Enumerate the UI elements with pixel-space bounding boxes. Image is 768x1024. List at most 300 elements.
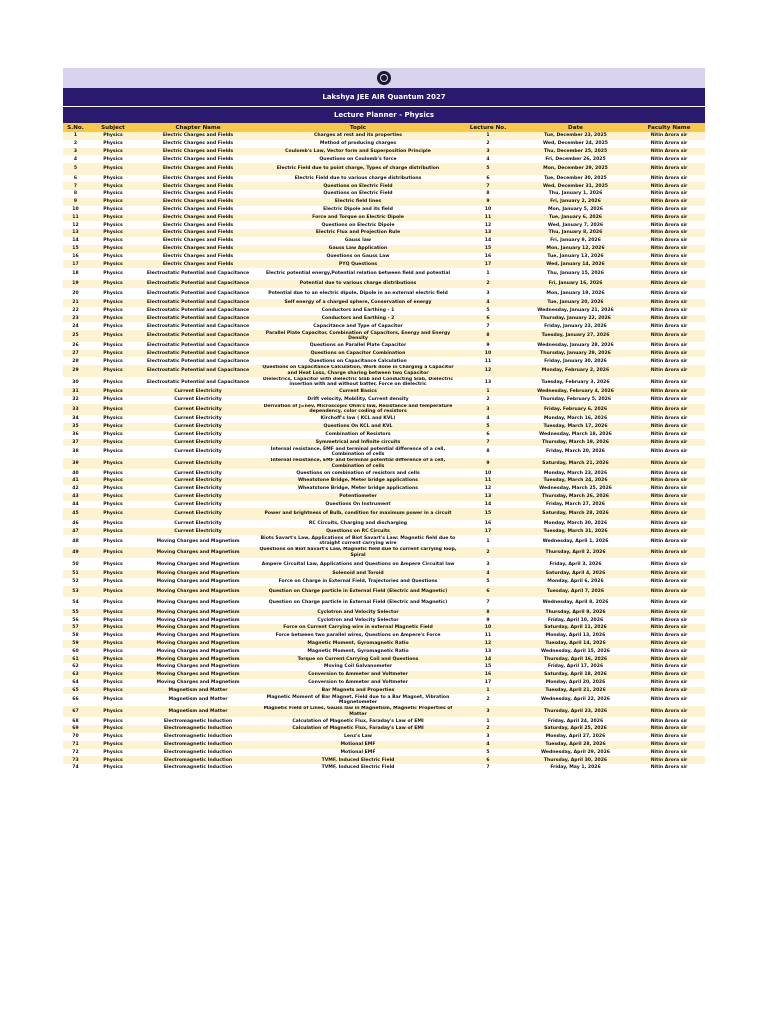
cell-subject: Physics [88, 163, 138, 175]
table-row [63, 315, 705, 323]
cell-lecture-no: 1 [458, 687, 518, 695]
cell-lecture-no: 3 [458, 404, 518, 416]
cell-faculty: Nitin Arora sir [633, 725, 705, 733]
cell-chapter: Electrostatic Potential and Capacitance [138, 315, 258, 323]
table-row [63, 357, 705, 365]
cell-faculty: Nitin Arora sir [633, 501, 705, 509]
cell-lecture-no: 5 [458, 423, 518, 431]
cell-faculty: Nitin Arora sir [633, 624, 705, 632]
cell-faculty: Nitin Arora sir [633, 458, 705, 470]
cell-lecture-no: 7 [458, 597, 518, 609]
cell-faculty: Nitin Arora sir [633, 175, 705, 183]
planner-subtitle: Lecture Planner - Physics [63, 107, 705, 123]
cell-faculty: Nitin Arora sir [633, 558, 705, 570]
cell-subject: Physics [88, 299, 138, 307]
cell-date: Thu, January 1, 2026 [518, 190, 633, 198]
cell-date: Wednesday, April 22, 2026 [518, 694, 633, 706]
cell-topic: RC Circuits, Charging and discharging [258, 520, 458, 528]
cell-subject: Physics [88, 221, 138, 229]
cell-lecture-no: 17 [458, 528, 518, 536]
cell-lecture-no: 16 [458, 671, 518, 679]
cell-date: Tue, January 6, 2026 [518, 214, 633, 222]
cell-chapter: Electromagnetic Induction [138, 733, 258, 741]
cell-sno: 19 [63, 280, 88, 288]
cell-sno: 44 [63, 501, 88, 509]
table-row [63, 198, 705, 206]
cell-topic: Cyclotron and Velocity Selector [258, 616, 458, 624]
cell-topic: Derivation of J=nev, Microscopic Ohm's law, Resistance and temperature dependency, color coding of resistors [258, 404, 458, 416]
cell-chapter: Current Electricity [138, 439, 258, 447]
cell-faculty: Nitin Arora sir [633, 570, 705, 578]
cell-chapter: Electromagnetic Induction [138, 741, 258, 749]
cell-sno: 47 [63, 528, 88, 536]
cell-sno: 64 [63, 679, 88, 687]
cell-faculty: Nitin Arora sir [633, 404, 705, 416]
cell-topic: Moving Coil Galvanometer [258, 663, 458, 671]
cell-chapter: Electrostatic Potential and Capacitance [138, 357, 258, 365]
cell-subject: Physics [88, 322, 138, 330]
cell-chapter: Moving Charges and Magnetism [138, 671, 258, 679]
cell-subject: Physics [88, 485, 138, 493]
cell-lecture-no: 2 [458, 694, 518, 706]
logo-bar [63, 68, 705, 88]
cell-topic: Magnetic Moment, Gyromagnetic Ratio [258, 648, 458, 656]
cell-subject: Physics [88, 198, 138, 206]
table-row [63, 485, 705, 493]
table-row [63, 280, 705, 288]
cell-date: Wed, December 24, 2025 [518, 140, 633, 148]
table-row [63, 578, 705, 586]
cell-subject: Physics [88, 679, 138, 687]
cell-sno: 59 [63, 640, 88, 648]
cell-subject: Physics [88, 528, 138, 536]
cell-subject: Physics [88, 206, 138, 214]
cell-subject: Physics [88, 687, 138, 695]
cell-chapter: Moving Charges and Magnetism [138, 655, 258, 663]
cell-date: Thursday, April 23, 2026 [518, 706, 633, 718]
cell-chapter: Magnetism and Matter [138, 694, 258, 706]
cell-topic: Symmetrical and Infinite circuits [258, 439, 458, 447]
cell-faculty: Nitin Arora sir [633, 520, 705, 528]
cell-date: Tuesday, January 27, 2026 [518, 330, 633, 342]
cell-topic: Drift velocity, Mobility, Current density [258, 396, 458, 404]
cell-lecture-no: 9 [458, 198, 518, 206]
cell-chapter: Electric Charges and Fields [138, 237, 258, 245]
cell-chapter: Moving Charges and Magnetism [138, 624, 258, 632]
cell-sno: 60 [63, 648, 88, 656]
cell-topic: Question on Charge particle in External Field (Electric and Magnetic) [258, 597, 458, 609]
column-header-sno: S.No. [63, 123, 88, 132]
cell-sno: 63 [63, 671, 88, 679]
cell-subject: Physics [88, 330, 138, 342]
cell-topic: Conversion to Ammeter and Voltmeter [258, 679, 458, 687]
cell-subject: Physics [88, 749, 138, 757]
cell-subject: Physics [88, 520, 138, 528]
cell-sno: 31 [63, 388, 88, 396]
cell-lecture-no: 3 [458, 733, 518, 741]
cell-date: Tuesday, April 14, 2026 [518, 640, 633, 648]
cell-lecture-no: 2 [458, 547, 518, 559]
table-row [63, 648, 705, 656]
cell-sno: 24 [63, 322, 88, 330]
cell-lecture-no: 14 [458, 501, 518, 509]
cell-lecture-no: 4 [458, 741, 518, 749]
table-row [63, 342, 705, 350]
cell-topic: Motional EMF [258, 749, 458, 757]
cell-date: Saturday, April 18, 2026 [518, 671, 633, 679]
cell-subject: Physics [88, 535, 138, 547]
cell-chapter: Current Electricity [138, 501, 258, 509]
table-row [63, 535, 705, 547]
cell-chapter: Electric Charges and Fields [138, 190, 258, 198]
cell-topic: Questions on Biot Savart's Law, Magnetic field due to current carrying loop, Spiral [259, 547, 457, 558]
cell-faculty: Nitin Arora sir [633, 756, 705, 764]
cell-lecture-no: 9 [458, 616, 518, 624]
cell-chapter: Current Electricity [138, 520, 258, 528]
cell-lecture-no: 13 [458, 377, 518, 389]
cell-sno: 50 [63, 558, 88, 570]
cell-lecture-no: 9 [458, 458, 518, 470]
cell-subject: Physics [88, 268, 138, 280]
cell-subject: Physics [88, 764, 138, 772]
cell-lecture-no: 10 [458, 624, 518, 632]
cell-faculty: Nitin Arora sir [633, 288, 705, 300]
cell-date: Monday, March 23, 2026 [518, 469, 633, 477]
cell-date: Thursday, April 16, 2026 [518, 655, 633, 663]
cell-topic: Internal resistance, EMF and terminal potential difference of a cell, Combination of cells [258, 458, 458, 470]
table-row [63, 741, 705, 749]
cell-faculty: Nitin Arora sir [633, 477, 705, 485]
cell-date: Thursday, March 19, 2026 [518, 439, 633, 447]
cell-chapter: Electromagnetic Induction [138, 764, 258, 772]
cell-lecture-no: 15 [458, 245, 518, 253]
cell-chapter: Moving Charges and Magnetism [138, 648, 258, 656]
cell-lecture-no: 14 [458, 237, 518, 245]
cell-lecture-no: 7 [458, 182, 518, 190]
cell-chapter: Moving Charges and Magnetism [138, 640, 258, 648]
cell-date: Saturday, March 28, 2026 [518, 508, 633, 520]
cell-faculty: Nitin Arora sir [633, 299, 705, 307]
cell-subject: Physics [88, 632, 138, 640]
cell-lecture-no: 8 [458, 609, 518, 617]
cell-faculty: Nitin Arora sir [633, 609, 705, 617]
cell-date: Friday, April 3, 2026 [518, 558, 633, 570]
cell-sno: 14 [63, 237, 88, 245]
cell-sno: 71 [63, 741, 88, 749]
cell-date: Wed, December 31, 2025 [518, 182, 633, 190]
cell-faculty: Nitin Arora sir [633, 687, 705, 695]
table-row [63, 350, 705, 358]
cell-chapter: Electromagnetic Induction [138, 717, 258, 725]
table-row [63, 508, 705, 520]
cell-topic: Internal resistance, EMF and terminal potential difference of a cell, Combination of cells [258, 446, 458, 458]
cell-faculty: Nitin Arora sir [633, 253, 705, 261]
cell-lecture-no: 3 [458, 288, 518, 300]
cell-sno: 68 [63, 717, 88, 725]
cell-faculty: Nitin Arora sir [633, 182, 705, 190]
cell-sno: 8 [63, 190, 88, 198]
cell-sno: 54 [63, 597, 88, 609]
cell-faculty: Nitin Arora sir [633, 388, 705, 396]
cell-faculty: Nitin Arora sir [633, 377, 705, 389]
table-row [63, 663, 705, 671]
cell-topic: Magnetic Field of Lines, Gauss law in Magnetism, Magnetic Properties of Matter [258, 706, 458, 718]
cell-topic: Questions on Capacitance Calculation, Work done in Charging a Capacitor and Heat Loss, Charge sharing between two Capacitor [258, 365, 458, 377]
cell-lecture-no: 6 [458, 431, 518, 439]
table-row [63, 132, 705, 140]
cell-topic: Questions on Coulomb's force [258, 155, 458, 163]
cell-sno: 11 [63, 214, 88, 222]
table-row [63, 609, 705, 617]
cell-date: Monday, April 13, 2026 [518, 632, 633, 640]
cell-topic: Method of producing charges [258, 140, 458, 148]
cell-faculty: Nitin Arora sir [633, 322, 705, 330]
cell-chapter: Electrostatic Potential and Capacitance [138, 322, 258, 330]
table-row [63, 528, 705, 536]
cell-date: Saturday, April 25, 2026 [518, 725, 633, 733]
cell-faculty: Nitin Arora sir [633, 330, 705, 342]
table-row [63, 322, 705, 330]
column-header-subject: Subject [88, 123, 138, 132]
cell-date: Tuesday, March 17, 2026 [518, 423, 633, 431]
cell-topic: Current Basics [258, 388, 458, 396]
cell-subject: Physics [88, 624, 138, 632]
cell-subject: Physics [88, 245, 138, 253]
cell-date: Saturday, March 21, 2026 [518, 458, 633, 470]
table-row [63, 415, 705, 423]
cell-lecture-no: 12 [458, 221, 518, 229]
cell-faculty: Nitin Arora sir [633, 221, 705, 229]
cell-topic: Questions On KCL and KVL [258, 423, 458, 431]
cell-topic: Kirchoff's law ( KCL and KVL) [258, 415, 458, 423]
cell-chapter: Moving Charges and Magnetism [138, 570, 258, 578]
cell-subject: Physics [88, 140, 138, 148]
cell-lecture-no: 4 [458, 415, 518, 423]
cell-lecture-no: 7 [458, 764, 518, 772]
cell-faculty: Nitin Arora sir [633, 655, 705, 663]
table-row [63, 245, 705, 253]
cell-date: Monday, April 27, 2026 [518, 733, 633, 741]
cell-topic: Conductors and Earthing - 1 [258, 307, 458, 315]
cell-subject: Physics [88, 508, 138, 520]
cell-chapter: Electrostatic Potential and Capacitance [138, 307, 258, 315]
cell-faculty: Nitin Arora sir [633, 245, 705, 253]
cell-sno: 32 [63, 396, 88, 404]
cell-chapter: Current Electricity [138, 485, 258, 493]
table-row [63, 616, 705, 624]
cell-date: Mon, January 12, 2026 [518, 245, 633, 253]
cell-sno: 46 [63, 520, 88, 528]
cell-chapter: Electromagnetic Induction [138, 749, 258, 757]
cell-date: Tue, January 13, 2026 [518, 253, 633, 261]
cell-subject: Physics [88, 357, 138, 365]
cell-faculty: Nitin Arora sir [633, 508, 705, 520]
cell-chapter: Moving Charges and Magnetism [138, 609, 258, 617]
cell-sno: 17 [63, 260, 88, 268]
cell-faculty: Nitin Arora sir [633, 315, 705, 323]
cell-lecture-no: 13 [458, 648, 518, 656]
cell-topic: Biots Savart's Law, Applications of Biot Savart's Law: Magnetic field due to straight current carrying wire [258, 535, 458, 547]
cell-faculty: Nitin Arora sir [633, 597, 705, 609]
cell-lecture-no: 9 [458, 342, 518, 350]
table-row [63, 446, 705, 458]
cell-date: Wednesday, March 18, 2026 [518, 431, 633, 439]
cell-topic: Questions on Electric Dipole [258, 221, 458, 229]
cell-sno: 34 [63, 415, 88, 423]
cell-faculty: Nitin Arora sir [633, 640, 705, 648]
cell-subject: Physics [88, 365, 138, 377]
table-row [63, 190, 705, 198]
cell-sno: 37 [63, 439, 88, 447]
cell-chapter: Electrostatic Potential and Capacitance [138, 342, 258, 350]
cell-subject: Physics [88, 253, 138, 261]
cell-subject: Physics [88, 756, 138, 764]
cell-lecture-no: 2 [458, 725, 518, 733]
cell-faculty: Nitin Arora sir [633, 148, 705, 156]
cell-chapter: Moving Charges and Magnetism [138, 558, 258, 570]
cell-topic: Parallel Plate Capacitor, Combination of Capacitors, Energy and Energy Density [258, 330, 458, 342]
cell-faculty: Nitin Arora sir [633, 260, 705, 268]
cell-sno: 18 [63, 268, 88, 280]
cell-lecture-no: 12 [458, 365, 518, 377]
cell-topic: Potential due to an electric dipole, Dipole in an external electric field [258, 288, 458, 300]
cell-chapter: Electrostatic Potential and Capacitance [138, 280, 258, 288]
cell-chapter: Moving Charges and Magnetism [138, 535, 258, 547]
cell-subject: Physics [88, 725, 138, 733]
cell-faculty: Nitin Arora sir [633, 155, 705, 163]
table-row [63, 155, 705, 163]
cell-topic: Electric potential energy,Potential relation between field and potential [258, 268, 458, 280]
cell-lecture-no: 1 [458, 268, 518, 280]
cell-faculty: Nitin Arora sir [633, 446, 705, 458]
cell-date: Tuesday, February 3, 2026 [518, 377, 633, 389]
cell-faculty: Nitin Arora sir [633, 132, 705, 140]
cell-topic: Questions on Electric Field [258, 190, 458, 198]
column-header-topic: Topic [258, 123, 458, 132]
table-row [63, 671, 705, 679]
cell-date: Thu, January 15, 2026 [518, 268, 633, 280]
cell-lecture-no: 5 [458, 578, 518, 586]
cell-sno: 10 [63, 206, 88, 214]
cell-topic: Questions On Instrument [258, 501, 458, 509]
cell-sno: 39 [63, 458, 88, 470]
cell-sno: 53 [63, 586, 88, 598]
cell-topic: Questions on combination of resistors and cells [258, 469, 458, 477]
cell-chapter: Current Electricity [138, 415, 258, 423]
cell-lecture-no: 8 [458, 330, 518, 342]
cell-lecture-no: 7 [458, 322, 518, 330]
table-row [63, 687, 705, 695]
cell-subject: Physics [88, 214, 138, 222]
cell-topic: Wheatstone Bridge, Meter bridge applications [258, 485, 458, 493]
cell-chapter: Current Electricity [138, 528, 258, 536]
cell-faculty: Nitin Arora sir [633, 741, 705, 749]
cell-lecture-no: 4 [458, 155, 518, 163]
cell-subject: Physics [88, 570, 138, 578]
cell-chapter: Electric Charges and Fields [138, 198, 258, 206]
cell-subject: Physics [88, 493, 138, 501]
cell-topic: Self energy of a charged sphere, Conservation of energy [258, 299, 458, 307]
cell-lecture-no: 17 [458, 260, 518, 268]
table-row [63, 717, 705, 725]
cell-sno: 51 [63, 570, 88, 578]
cell-chapter: Electric Charges and Fields [138, 182, 258, 190]
table-row [63, 640, 705, 648]
cell-topic: Electric Field due to various charge distributions [258, 175, 458, 183]
table-row [63, 547, 705, 559]
cell-sno: 33 [63, 404, 88, 416]
cell-date: Wednesday, January 28, 2026 [518, 342, 633, 350]
cell-topic: Question on Charge particle in External Field (Electric and Magnetic) [258, 586, 458, 598]
cell-subject: Physics [88, 229, 138, 237]
cell-sno: 1 [63, 132, 88, 140]
cell-subject: Physics [88, 155, 138, 163]
cell-faculty: Nitin Arora sir [633, 469, 705, 477]
cell-sno: 66 [63, 694, 88, 706]
cell-chapter: Electric Charges and Fields [138, 221, 258, 229]
cell-sno: 35 [63, 423, 88, 431]
cell-faculty: Nitin Arora sir [633, 547, 705, 559]
cell-date: Tuesday, April 21, 2026 [518, 687, 633, 695]
cell-topic: Electric Dipole and its field [258, 206, 458, 214]
cell-date: Wednesday, March 25, 2026 [518, 485, 633, 493]
cell-sno: 5 [63, 163, 88, 175]
cell-topic: Wheatstone Bridge, Meter bridge applications [258, 477, 458, 485]
table-row [63, 237, 705, 245]
cell-faculty: Nitin Arora sir [633, 206, 705, 214]
cell-date: Friday, April 10, 2026 [518, 616, 633, 624]
cell-subject: Physics [88, 655, 138, 663]
table-row [63, 725, 705, 733]
cell-sno: 55 [63, 609, 88, 617]
cell-date: Thursday, January 29, 2026 [518, 350, 633, 358]
cell-faculty: Nitin Arora sir [633, 535, 705, 547]
cell-chapter: Electrostatic Potential and Capacitance [138, 350, 258, 358]
cell-sno: 16 [63, 253, 88, 261]
column-header-faculty: Faculty Name [633, 123, 705, 132]
table-row [63, 182, 705, 190]
table-row [63, 175, 705, 183]
cell-faculty: Nitin Arora sir [633, 632, 705, 640]
cell-chapter: Current Electricity [138, 493, 258, 501]
cell-topic: Magnetic Moment of Bar Magnet, Field due to a Bar Magnet, Vibration Magnetometer [258, 694, 458, 706]
cell-subject: Physics [88, 315, 138, 323]
cell-sno: 26 [63, 342, 88, 350]
cell-date: Thursday, April 9, 2026 [518, 609, 633, 617]
cell-topic: Cyclotron and Velocity Selector [258, 609, 458, 617]
cell-date: Tuesday, March 24, 2026 [518, 477, 633, 485]
cell-sno: 28 [63, 357, 88, 365]
cell-date: Wednesday, February 4, 2026 [518, 388, 633, 396]
cell-sno: 43 [63, 493, 88, 501]
cell-sno: 69 [63, 725, 88, 733]
cell-sno: 41 [63, 477, 88, 485]
cell-lecture-no: 10 [458, 469, 518, 477]
table-row [63, 365, 705, 377]
table-row [63, 493, 705, 501]
cell-sno: 52 [63, 578, 88, 586]
cell-sno: 49 [63, 547, 88, 559]
cell-sno: 73 [63, 756, 88, 764]
cell-lecture-no: 6 [458, 586, 518, 598]
cell-sno: 27 [63, 350, 88, 358]
cell-topic: Charges at rest and its properties [258, 132, 458, 140]
cell-subject: Physics [88, 671, 138, 679]
cell-chapter: Current Electricity [138, 469, 258, 477]
cell-lecture-no: 4 [458, 570, 518, 578]
cell-subject: Physics [88, 501, 138, 509]
table-row [63, 253, 705, 261]
